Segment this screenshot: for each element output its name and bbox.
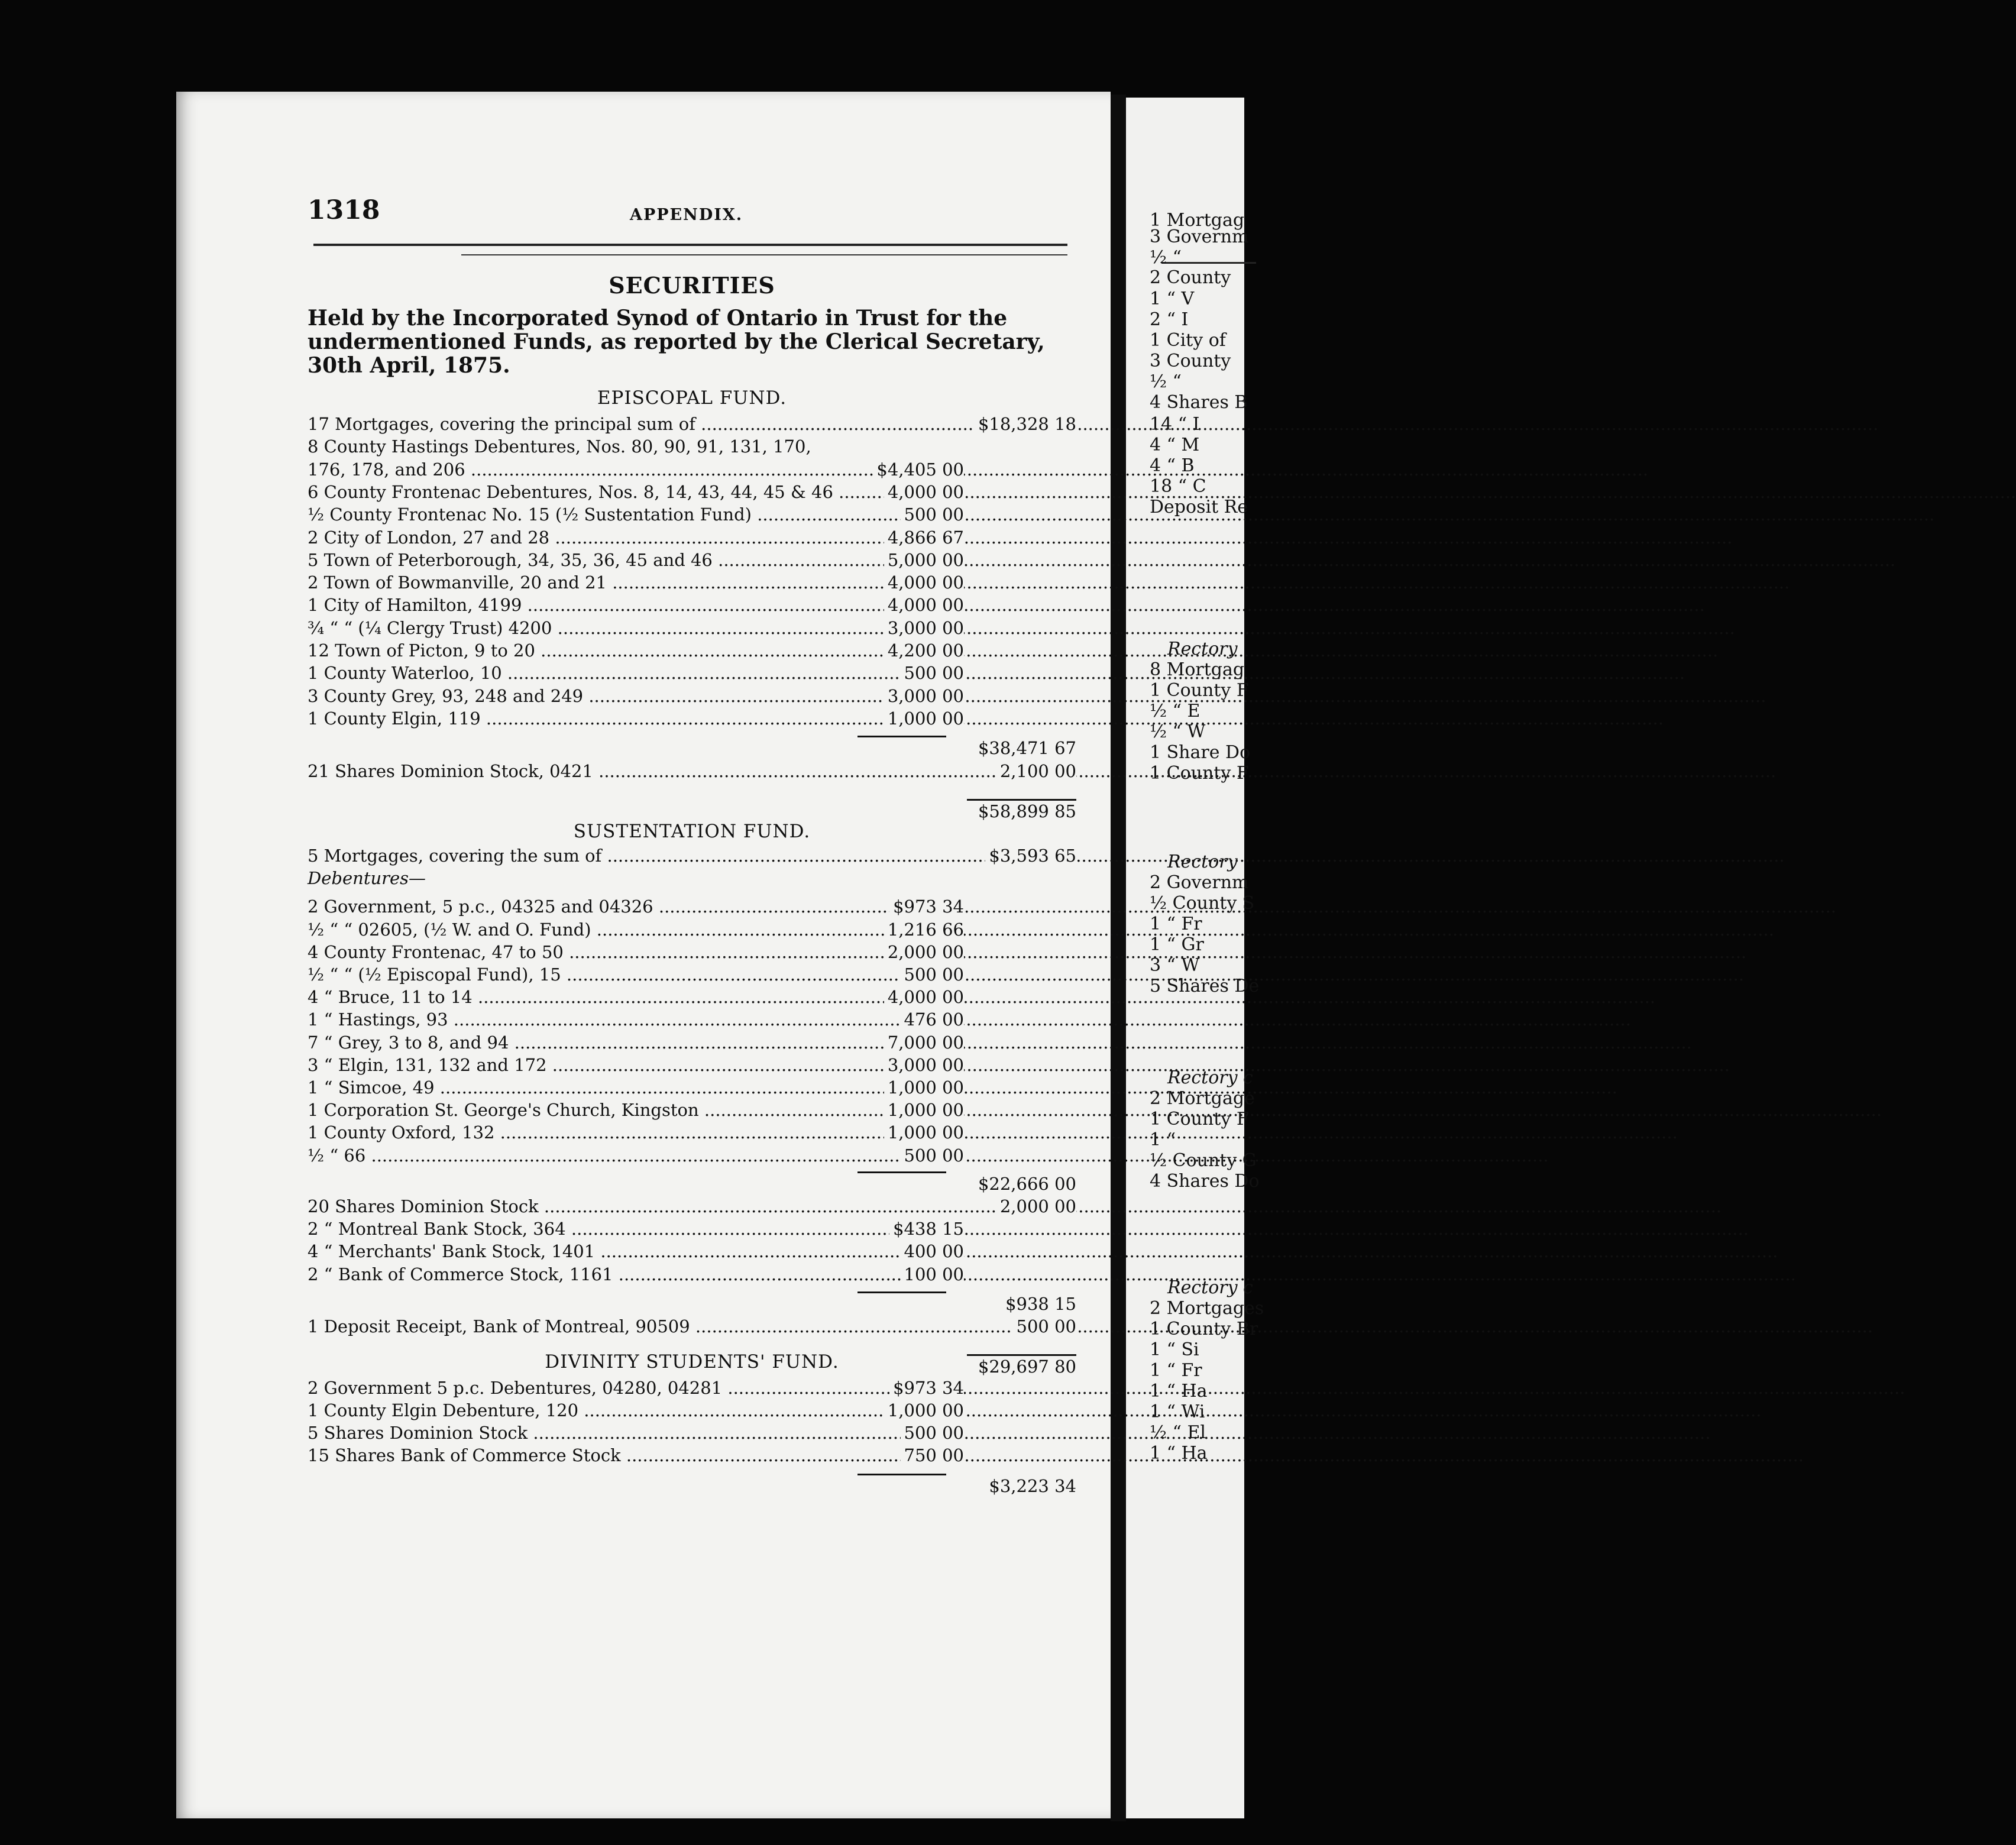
adjacent-page-line: 1 “ — [1150, 1129, 1176, 1150]
item-amount: $973 34 — [889, 1378, 964, 1398]
table-row — [308, 1196, 1076, 1219]
row-description: 1 Deposit Receipt, Bank of Montreal, 90509 ..... — [308, 1316, 994, 1336]
adjacent-page-line: 1 “ Gr — [1150, 934, 1204, 955]
table-row — [308, 1009, 1076, 1032]
total-amount: $938 15 — [1002, 1294, 1076, 1314]
adjacent-page-line: 4 Shares B — [1150, 392, 1248, 413]
adjacent-page-line: ½ County S — [1150, 893, 1255, 914]
row-description: 1 City of Hamilton, 4199 ..... — [308, 595, 994, 615]
total-amount: 2,000 00 — [996, 1196, 1076, 1216]
adjacent-page-line: ½ “ W — [1150, 721, 1206, 742]
adjacent-page-line: 1 City of — [1150, 330, 1226, 351]
adjacent-page-line: 14 “ I — [1150, 414, 1200, 435]
row-description: 4 “ Bruce, 11 to 14 ..... — [308, 987, 994, 1007]
adjacent-page-line: ½ County G — [1150, 1150, 1257, 1171]
adjacent-page-line: 4 Shares Do — [1150, 1171, 1260, 1192]
row-description: 2 Government 5 p.c. Debentures, 04280, 04281 ..... — [308, 1378, 994, 1398]
table-row — [308, 1400, 1076, 1423]
adjacent-page-line: Deposit Re — [1150, 497, 1248, 517]
adjacent-page-line: Rectory — [1167, 639, 1238, 659]
table-row — [308, 436, 1076, 459]
section-heading-sustentation: SUSTENTATION FUND. — [573, 821, 811, 842]
adjacent-page-line: 2 Mortgages — [1150, 1298, 1264, 1319]
table-row — [308, 846, 1076, 868]
subtotal-rule — [857, 1292, 946, 1293]
adjacent-page-line: 3 “ W — [1150, 955, 1200, 976]
item-amount: 1,000 00 — [884, 1077, 964, 1098]
table-row — [308, 1423, 1076, 1445]
row-description: 1 County Oxford, 132 ..... — [308, 1122, 994, 1142]
row-description: 1 County Elgin Debenture, 120 ..... — [308, 1400, 994, 1420]
running-head: APPENDIX. — [630, 206, 743, 224]
adjacent-page-line: 1 “ Si — [1150, 1339, 1199, 1360]
adjacent-page-line: Rectory — [1167, 852, 1238, 872]
row-description: 2 City of London, 27 and 28 ..... — [308, 527, 994, 548]
table-row — [308, 942, 1076, 964]
table-row — [308, 459, 1076, 482]
row-description: 12 Town of Picton, 9 to 20 ..... — [308, 640, 994, 661]
item-amount: 1,000 00 — [884, 708, 964, 729]
adjacent-page-line: 1 Share Do — [1150, 742, 1251, 763]
item-amount: 7,000 00 — [884, 1032, 964, 1053]
subtotal-rule — [967, 799, 1076, 801]
table-row — [308, 1264, 1076, 1287]
row-description: ¾ “ “ (¼ Clergy Trust) 4200 ..... — [308, 618, 994, 638]
item-amount: 4,000 00 — [884, 572, 964, 593]
adjacent-page-line: 1 “ Fr — [1150, 1360, 1202, 1381]
item-amount: 100 00 — [901, 1264, 964, 1284]
table-row — [308, 482, 1076, 504]
adjacent-page-line: 1 County Br — [1150, 1319, 1258, 1339]
table-row — [308, 920, 1076, 942]
total-amount: 500 00 — [1013, 1316, 1076, 1336]
adjacent-page-line: 2 “ I — [1150, 309, 1189, 330]
header-rule-thin — [461, 254, 1067, 255]
row-description: 2 Town of Bowmanville, 20 and 21 ..... — [308, 572, 994, 593]
item-amount: 4,000 00 — [884, 595, 964, 615]
adjacent-page-line: ½ “ El — [1150, 1422, 1206, 1443]
row-description: ½ County Frontenac No. 15 (½ Sustentation Fund) ..... — [308, 504, 994, 525]
total-amount: $38,471 67 — [975, 738, 1076, 758]
adjacent-page-line: Rectory c — [1167, 1277, 1253, 1298]
adjacent-page-line: 2 Governm — [1150, 872, 1249, 893]
row-description: 1 Corporation St. George's Church, Kingston ..... — [308, 1100, 994, 1120]
total-amount: $29,697 80 — [975, 1357, 1076, 1377]
adjacent-page-line: 1 County F — [1150, 680, 1249, 701]
table-row — [308, 640, 1076, 663]
adjacent-page-line: ½ “ — [1150, 247, 1182, 268]
table-row — [308, 868, 1076, 891]
table-row — [308, 896, 1076, 919]
row-description: 176, 178, and 206 ..... — [308, 459, 994, 480]
row-description: 3 County Grey, 93, 248 and 249 ..... — [308, 686, 994, 706]
item-amount: 4,000 00 — [884, 482, 964, 502]
row-description: 21 Shares Dominion Stock, 0421 ..... — [308, 761, 994, 781]
item-amount: 4,200 00 — [884, 640, 964, 661]
adjacent-page-line: 1 County F — [1150, 763, 1249, 784]
total-amount: $18,328 18 — [975, 414, 1076, 434]
adjacent-page-line: 3 County — [1150, 351, 1231, 371]
table-row — [308, 1378, 1076, 1400]
row-description: ½ “ 66 ..... — [308, 1145, 994, 1166]
table-row — [308, 1174, 1076, 1196]
table-row — [308, 1055, 1076, 1077]
item-amount: 3,000 00 — [884, 1055, 964, 1075]
item-amount: 4,000 00 — [884, 987, 964, 1007]
table-row — [308, 1077, 1076, 1100]
row-description: 17 Mortgages, covering the principal sum of ..... — [308, 414, 994, 434]
row-description: 5 Mortgages, covering the sum of ..... — [308, 846, 994, 866]
item-amount: 500 00 — [901, 1145, 964, 1166]
adjacent-page-line: 18 “ C — [1150, 476, 1206, 497]
table-row — [308, 987, 1076, 1009]
row-description: 20 Shares Dominion Stock ..... — [308, 1196, 994, 1216]
table-row — [308, 1122, 1076, 1145]
table-row — [308, 686, 1076, 708]
adjacent-page-line: 1 “ Ha — [1150, 1443, 1208, 1464]
table-row — [308, 572, 1076, 595]
item-amount: 2,000 00 — [884, 942, 964, 962]
total-amount: $3,593 65 — [985, 846, 1076, 866]
row-description: 2 “ Montreal Bank Stock, 364 ..... — [308, 1219, 994, 1239]
table-row — [308, 414, 1076, 436]
table-row — [308, 618, 1076, 640]
item-amount: 500 00 — [901, 964, 964, 985]
item-amount: 3,000 00 — [884, 686, 964, 706]
table-row — [308, 1219, 1076, 1241]
table-row — [308, 663, 1076, 685]
adjacent-page-line: 8 Mortgag — [1150, 659, 1245, 680]
item-amount: 1,000 00 — [884, 1400, 964, 1420]
total-amount: $22,666 00 — [975, 1174, 1076, 1194]
section-heading-episcopal: EPISCOPAL FUND. — [597, 387, 787, 409]
row-description: 1 County Elgin, 119 ..... — [308, 708, 994, 729]
table-row — [308, 1100, 1076, 1122]
item-amount: $973 34 — [889, 896, 964, 917]
row-description: 1 County Waterloo, 10 ..... — [308, 663, 994, 683]
table-row — [308, 1294, 1076, 1316]
adjacent-page-line: Rectory c — [1167, 1067, 1253, 1088]
document-title: SECURITIES — [609, 272, 775, 299]
row-description: 1 “ Hastings, 93 ..... — [308, 1009, 994, 1030]
table-row — [308, 761, 1076, 784]
item-amount: $4,405 00 — [873, 459, 964, 480]
row-description: 3 “ Elgin, 131, 132 and 172 ..... — [308, 1055, 994, 1075]
row-description: 4 “ Merchants' Bank Stock, 1401 ..... — [308, 1241, 994, 1261]
section-heading-divinity: DIVINITY STUDENTS' FUND. — [545, 1351, 839, 1373]
table-row — [308, 550, 1076, 572]
row-description: 7 “ Grey, 3 to 8, and 94 ..... — [308, 1032, 994, 1053]
item-amount: 750 00 — [901, 1445, 964, 1465]
page-number: 1318 — [308, 195, 380, 225]
adjacent-page-line: 4 “ B — [1150, 455, 1195, 476]
table-row — [308, 527, 1076, 550]
adjacent-page-line: 4 “ M — [1150, 435, 1200, 455]
row-description: 2 “ Bank of Commerce Stock, 1161 ..... — [308, 1264, 994, 1284]
adjacent-page-line: 3 Governm — [1150, 226, 1249, 247]
table-row — [308, 738, 1076, 760]
adjacent-page-line: 5 Shares De — [1150, 976, 1260, 996]
item-amount: 400 00 — [901, 1241, 964, 1261]
adjacent-page-line: 2 Mortgage — [1150, 1088, 1255, 1109]
item-amount: 1,000 00 — [884, 1100, 964, 1120]
adjacent-page-line: ½ “ E — [1150, 701, 1200, 721]
adjacent-page-line: 1 “ Wi — [1150, 1401, 1205, 1422]
row-description: 5 Town of Peterborough, 34, 35, 36, 45 and 46 ..... — [308, 550, 994, 570]
row-description: 6 County Frontenac Debentures, Nos. 8, 14, 43, 44, 45 & 46 ..... — [308, 482, 994, 502]
item-amount: 1,216 66 — [884, 920, 964, 940]
table-row — [308, 1476, 1076, 1498]
adjacent-page-line: 2 County — [1150, 267, 1231, 288]
adjacent-page-line: 1 County F — [1150, 1109, 1249, 1129]
item-amount: $438 15 — [889, 1219, 964, 1239]
item-amount: 476 00 — [901, 1009, 964, 1030]
table-row — [308, 964, 1076, 987]
item-amount: 500 00 — [901, 504, 964, 525]
adjacent-page-line: 1 Mortgag — [1150, 210, 1245, 231]
row-description: ½ “ “ (½ Episcopal Fund), 15 ..... — [308, 964, 994, 985]
item-amount: 3,000 00 — [884, 618, 964, 638]
row-description: 1 “ Simcoe, 49 ..... — [308, 1077, 994, 1098]
row-description: ½ “ “ 02605, (½ W. and O. Fund) ..... — [308, 920, 994, 940]
table-row — [308, 1445, 1076, 1468]
table-row — [308, 595, 1076, 617]
item-amount: 1,000 00 — [884, 1122, 964, 1142]
total-amount: $58,899 85 — [975, 801, 1076, 821]
subtotal-rule — [857, 1171, 946, 1173]
document-subtitle: Held by the Incorporated Synod of Ontario in Trust for the undermentioned Funds, as reported by the Clerical Secretary, 30th April, 1875. — [308, 306, 1045, 378]
adjacent-page-line: 1 “ Ha — [1150, 1381, 1208, 1401]
item-amount: 500 00 — [901, 1423, 964, 1443]
adjacent-page-line: ½ “ — [1150, 371, 1182, 392]
item-amount: 500 00 — [901, 663, 964, 683]
item-amount: 5,000 00 — [884, 550, 964, 570]
row-description: Debentures— — [308, 868, 426, 889]
subtotal-rule — [857, 736, 946, 737]
table-row — [308, 1032, 1076, 1055]
row-description: 4 County Frontenac, 47 to 50 ..... — [308, 942, 994, 962]
subtotal-rule — [857, 1474, 946, 1475]
header-rule — [313, 244, 1067, 246]
row-description: 5 Shares Dominion Stock ..... — [308, 1423, 994, 1443]
table-row — [308, 1241, 1076, 1264]
table-row — [308, 1316, 1076, 1339]
table-row — [308, 504, 1076, 527]
row-description: 15 Shares Bank of Commerce Stock ..... — [308, 1445, 994, 1465]
item-amount: 4,866 67 — [884, 527, 964, 548]
total-amount: $3,223 34 — [985, 1476, 1076, 1496]
total-amount: 2,100 00 — [996, 761, 1076, 781]
row-description: 2 Government, 5 p.c., 04325 and 04326 ..... — [308, 896, 994, 917]
adjacent-page-line: 1 “ V — [1150, 289, 1195, 309]
row-description: 8 County Hastings Debentures, Nos. 80, 90, 91, 131, 170, — [308, 436, 811, 457]
adjacent-page-line: 1 “ Fr — [1150, 914, 1202, 934]
table-row — [308, 708, 1076, 731]
table-row — [308, 1145, 1076, 1168]
